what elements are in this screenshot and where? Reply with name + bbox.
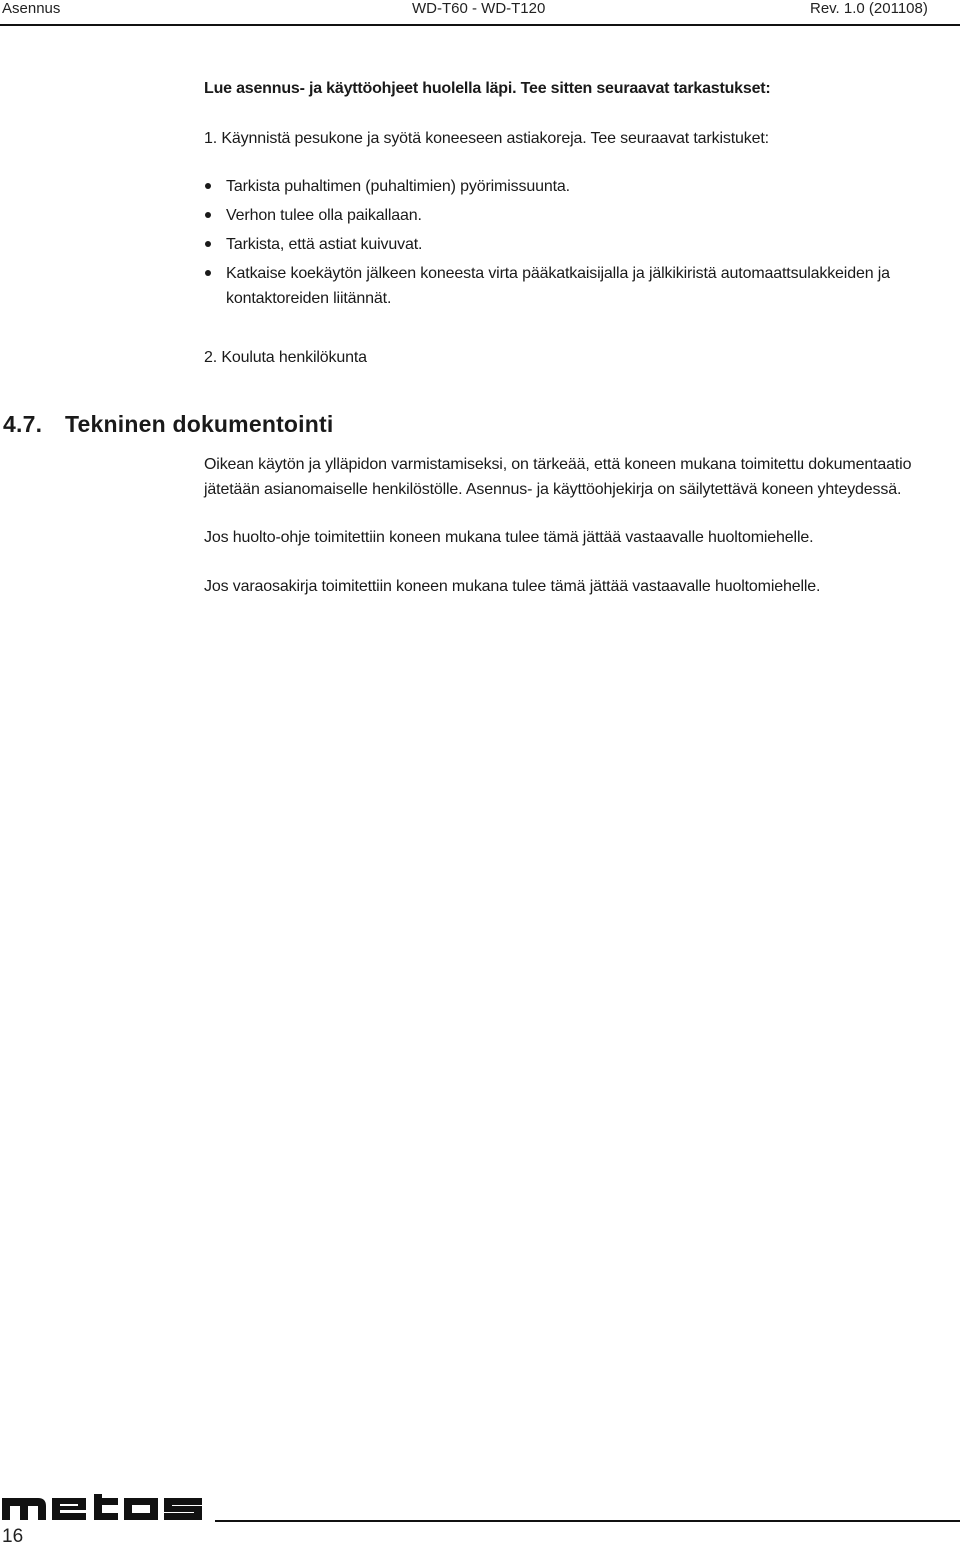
header-rule [0, 24, 960, 26]
header-model: WD-T60 - WD-T120 [412, 0, 546, 17]
section-heading [3, 411, 333, 438]
bullet-icon [205, 270, 211, 276]
paragraph-service-manual: Jos huolto-ohje toimitettiin koneen mukana tulee tämä jättää vastaavalle huoltomiehelle. [204, 529, 814, 546]
list-item: Katkaise koekäytön jälkeen koneesta virta pääkatkaisijalla ja jälkikiristä automaattsulakkeiden ja kontaktoreiden liitännät. [204, 261, 956, 311]
footer-rule [215, 1520, 960, 1522]
intro-instruction: Lue asennus- ja käyttöohjeet huolella läpi. Tee sitten seuraavat tarkastukset: [204, 80, 771, 97]
step-1: 1. Käynnistä pesukone ja syötä koneeseen astiakoreja. Tee seuraavat tarkistuket: [204, 130, 769, 147]
bullet-icon [205, 183, 211, 189]
metos-logo [2, 1494, 204, 1527]
bullet-icon [205, 212, 211, 218]
metos-logo-icon [2, 1494, 204, 1522]
section-title: Tekninen dokumentointi [65, 411, 334, 437]
step-2: 2. Kouluta henkilökunta [204, 349, 367, 366]
header-section: Asennus [2, 0, 61, 17]
page-number: 16 [2, 1526, 24, 1547]
page-header [0, 0, 960, 26]
check-list [204, 174, 956, 315]
header-revision: Rev. 1.0 (201108) [810, 0, 928, 17]
section-number: 4.7. [3, 411, 43, 437]
list-item: Tarkista puhaltimen (puhaltimien) pyörimissuunta. [204, 174, 956, 199]
list-item: Verhon tulee olla paikallaan. [204, 203, 956, 228]
paragraph-parts-book: Jos varaosakirja toimitettiin koneen mukana tulee tämä jättää vastaavalle huoltomiehelle. [204, 578, 821, 595]
bullet-icon [205, 241, 211, 247]
paragraph-documentation: Oikean käytön ja ylläpidon varmistamiseksi, on tärkeää, että koneen mukana toimitettu dokumentaatio jätetään asianomaiselle henkilöstölle. Asennus- ja käyttöohjekirja on säilytettävä koneen yhteydessä. [204, 456, 912, 498]
list-item: Tarkista, että astiat kuivuvat. [204, 232, 956, 257]
